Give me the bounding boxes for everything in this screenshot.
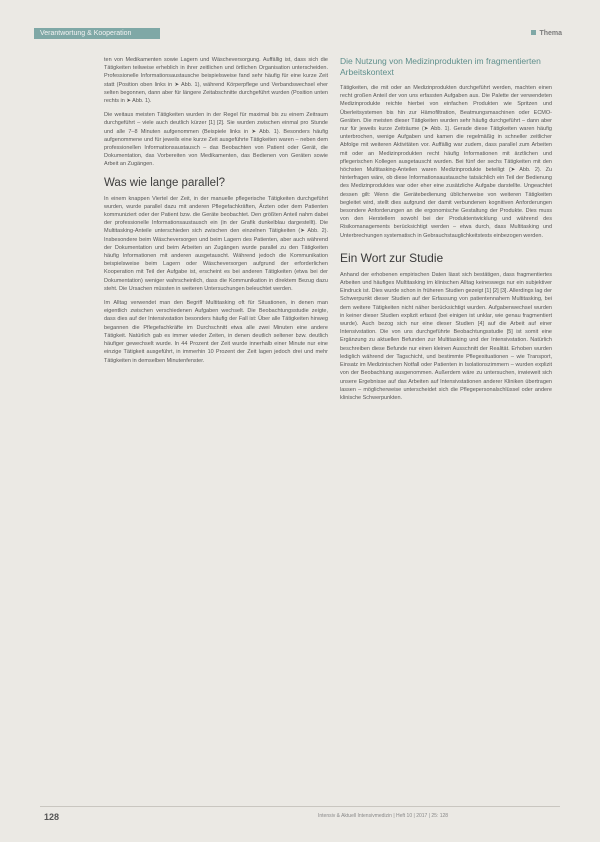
paragraph: Tätigkeiten, die mit oder an Medizinprodukten durchgeführt werden, machten einen recht großen Anteil der von uns erfassten Aufgaben aus. Die Palette der verwendeten Medizinprodukte reichte hierbei von einfachen Produkten wie Spritzen und Überleitsystemen bis hin zur Hämofiltration, Beatmungsmaschinen oder ECMO-Geräten. Die meisten dieser Tätigkeiten wurden sehr häufig durchgeführt – dann aber nur für jeweils kurze Zeiträume (➤ Abb. 1). Gerade diese Tätigkeiten waren häufig unterbrochen, wenige Aufgaben und kamen die regelmäßig in schneller zeitlicher Abfolge mit weiteren Aktivitäten vor. Auffällig war zudem, dass parallel zum Arbeiten mit oder an Medizinprodukten recht häufig Informationen mit ärztlichen und pflegerischen Kollegen ausgetauscht wurden. Bei fünf der sechs Tätigkeiten mit den höchsten Multitasking-Anteilen waren Medizinprodukte beteiligt (➤ Abb. 2). Zu hinterfragen wäre, ob diese Informationsaustausche tatsächlich ein Teil der Bedienung des Medizinproduktes war oder eher eine zusätzliche Aufgabe darstellte. Ungeachtet dessen gilt: Wenn die Gerätebedienung üblicherweise von weiteren Tätigkeiten begleitet wird, stellt dies aufgrund der damit verbundenen kognitiven Anforderungen besondere Anforderungen an die ergonomische Gestaltung der Produkte. Dies muss von den Herstellern sowohl bei der Produktentwicklung und während des Risikomanagements berücksichtigt werden – etwa durch, dass Multitasking und Unterbrechungen systematisch in Gebrauchstauglichkeitstests einbezogen werden. [340, 85, 552, 239]
category-text: Thema [539, 30, 562, 37]
paragraph: In einem knappen Viertel der Zeit, in der manuelle pflegerische Tätigkeiten durchgeführt wurden, wurde parallel dazu mit anderen Pflegefachkräften, Ärzten oder dem Patienten kommuniziert oder der Patient bzw. die Geräte beobachtet. Den größten Anteil nahm dabei der professionelle Informationsaustausch ein (in der Grafik dunkelblau dargestellt). Die Multitasking-Anteile unterschieden sich zwischen den einzelnen Tätigkeiten (➤ Abb. 2). Insbesondere beim Wäscheversorgen und beim Lagern des Patienten, aber auch während der Dokumentation und beim Arbeiten an Zugängen wurde parallel zu den Tätigkeiten häufig Informationen mit anderen ausgetauscht. Während jedoch die Kommunikation beispielsweise beim Lagern oder Wäscheversorgen aufgrund der erforderlichen Kooperation mit Teil der Aufgabe ist, erscheint es bei anderen Tätigkeiten (etwa bei der Dokumentation) weniger wahrscheinlich, dass die Kommunikation in direktem Bezug dazu steht. Die Ursachen müssten in weiteren Untersuchungen beleuchtet werden. [104, 195, 328, 292]
paragraph: Anhand der erhobenen empirischen Daten lässt sich bestätigen, dass fragmentiertes Arbeiten und häufiges Multitasking im klinischen Alltag keineswegs nur ein subjektiver Eindruck ist. Dies wurde schon in früheren Studien gezeigt [1] [2] [3]. Allerdings lag der Schwerpunkt dieser Studien auf der Erfassung von patientennahem Multitasking, bei dem weitere Tätigkeiten nicht näher berücksichtigt wurden. Aufgabenwechsel wurden in keiner dieser Studien explizit erfasst (bei einigen ist unklar, wie genau fragmentiert wurde). Auch bezog sich nur eine dieser Studien [4] auf die Arbeit auf einer Intensivstation. Die von uns durchgeführte Beobachtungsstudie [5] ist somit eine Ergänzung zu aktuellen Befunden zur Multitasking und der Intensivstation. Natürlich beschreiben diese Befunde nur einen kleinen Ausschnitt der Realität. Erhoben wurden lediglich während der Tagschicht, und bestimmte Pflegesituationen – wie Transport, Einsatz im Medizinischen Notfall oder Patienten in Isolationszimmern – wurden explizit von der Beobachtung ausgenommen. Außerdem wäre zu untersuchen, inwieweit sich unsere Ergebnisse auf das Arbeiten auf Intensivstationen anderer Kliniken übertragen lassen – möglicherweise unterscheidet sich die Pflegepersonalschlüssel oder andere klinische Schwerpunkten. [340, 271, 552, 401]
paragraph: Die weitaus meisten Tätigkeiten wurden in der Regel für maximal bis zu einem Zeitraum durchgeführt – viele auch deutlich kürzer [1] [2]. Sie wurden zwischen einmal pro Stunde und alle 7–8 Minuten aufgenommen (Beispiele links in ➤ Abb. 1). Besonders häufig aufgenommene und für jeweils eine kurze Zeit ausgeführte Tätigkeiten waren – neben dem professionellen Informationsaustausch – das Beobachten von Patient oder Gerät, die Dokumentation, das Vorbereiten von Medikamenten, das Bedienen von Geräten sowie Arbeit an Zugängen. [104, 112, 328, 168]
right-column [340, 56, 552, 408]
paragraph: ten von Medikamenten sowie Lagern und Wäscheversorgung. Auffällig ist, dass sich die Tätigkeiten teilweise erheblich in ihrer zeitlichen und örtlichen Organisation unterscheiden. Professionelle Informationsaustausche beispielsweise fand sehr häufig für eine kurze Zeit statt (Position oben links in ➤ Abb. 1), während Körperpflege und Verbandswechsel eher selten begonnen, dann aber für längere Zeitabschnitte durchgeführt wurden (Position unten rechts in ➤ Abb. 1). [104, 57, 328, 105]
paragraph: Im Alltag verwendet man den Begriff Multitasking oft für Situationen, in denen man eigentlich zwischen verschiedenen Aufgaben wechselt. Die Beobachtungsstudie zeigte, dass dies auf der Intensivstation besonders häufig der Fall ist: Über alle Tätigkeiten hinweg begannen die Pflegefachkräfte im Durchschnitt etwa alle zwei Minuten eine andere Tätigkeit. Natürlich gab es immer wieder Zeiten, in denen deutlich seltener bzw. deutlich häufiger gewechselt wurde. In 44 Prozent der Zeit wurde innerhalb einer Minute nur eine einzige Tätigkeit ausgeführt, in immerhin 10 Prozent der Zeit lagen jedoch drei und mehr Tätigkeiten in demselben Minutenfenster. [104, 300, 328, 364]
category-square-icon [531, 30, 536, 35]
section-tab: Verantwortung & Kooperation [34, 28, 160, 39]
section-heading: Was wie lange parallel? [104, 176, 226, 189]
page-number: 128 [44, 812, 60, 822]
section-heading: Die Nutzung von Medizinprodukten im fragmentierten Arbeitskontext [340, 56, 541, 77]
section-heading: Ein Wort zur Studie [340, 250, 444, 265]
footer-citation: Intensiv & Aktuell Intensivmedizin | Heft 10 | 2017 | 25: 128 [318, 813, 449, 819]
category-label [531, 28, 562, 39]
footer-rule [40, 806, 560, 807]
left-column [104, 56, 328, 371]
